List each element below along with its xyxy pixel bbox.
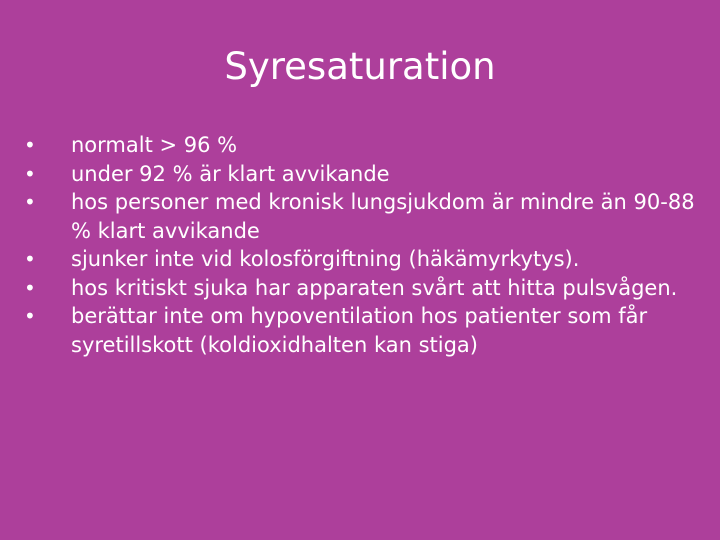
bullet-icon: •	[24, 161, 36, 186]
bullet-text: hos kritiskt sjuka har apparaten svårt att hitta pulsvågen.	[71, 275, 678, 300]
bullet-item	[24, 160, 700, 189]
bullet-icon: •	[24, 190, 36, 214]
bullet-text: sjunker inte vid kolosförgiftning (häkämyrkytys).	[71, 247, 580, 271]
bullet-icon: •	[24, 304, 36, 328]
bullet-icon: •	[24, 247, 36, 271]
bullet-list	[24, 131, 700, 359]
bullet-text: berättar inte om hypoventilation hos patienter som får syretillskott (koldioxidhalten kan stiga)	[71, 304, 648, 357]
bullet-text: normalt > 96 %	[71, 133, 238, 157]
bullet-text: hos personer med kronisk lungsjukdom är mindre än 90-88 % klart avvikande	[71, 190, 695, 243]
bullet-item	[24, 302, 700, 359]
bullet-item	[24, 274, 700, 303]
bullet-item	[24, 245, 700, 274]
slide-title: Syresaturation	[224, 45, 496, 88]
bullet-item	[24, 131, 700, 160]
bullet-item	[24, 188, 700, 245]
bullet-text: under 92 % är klart avvikande	[71, 161, 390, 186]
bullet-icon: •	[24, 133, 36, 157]
bullet-icon: •	[24, 275, 36, 300]
